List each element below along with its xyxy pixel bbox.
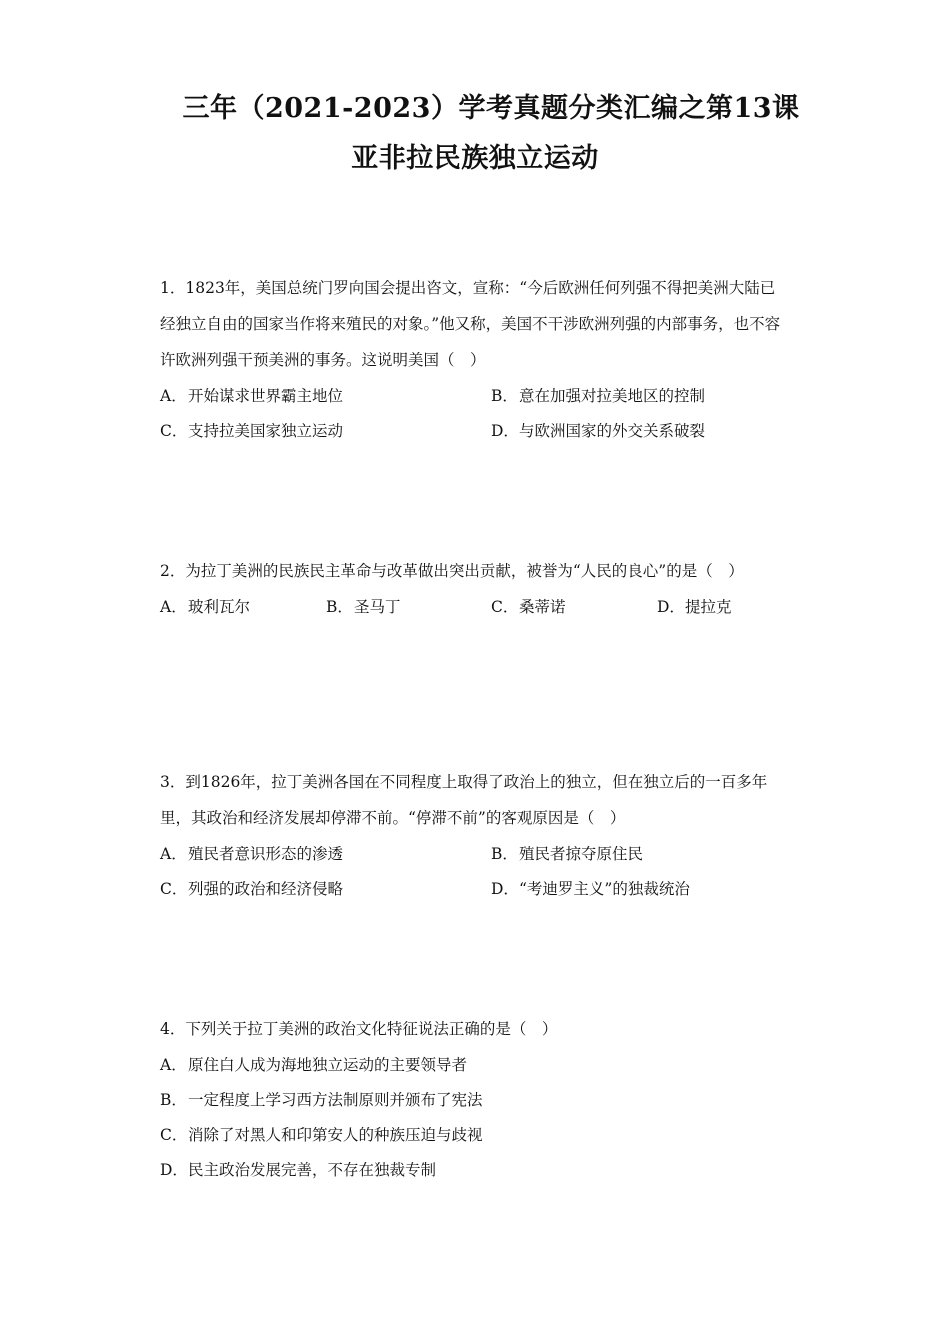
option-label: B． bbox=[160, 1091, 187, 1109]
option-text: 开始谋求世界霸主地位 bbox=[188, 387, 344, 405]
option-label: C． bbox=[491, 598, 519, 616]
option-b bbox=[491, 386, 705, 406]
question-1 bbox=[160, 270, 790, 453]
option-text: 原住白人成为海地独立运动的主要领导者 bbox=[188, 1056, 468, 1074]
question-4 bbox=[160, 1011, 790, 1197]
option-label: B． bbox=[326, 598, 353, 616]
question-stem: 1．1823年，美国总统门罗向国会提出咨文，宣称：“今后欧洲任何列强不得把美洲大陆已经独立自由的国家当作将来殖民的对象。”他又称，美国不干涉欧洲列强的内部事务，也不容许欧洲列强干预美洲的事务。这说明美国（ ） bbox=[160, 279, 781, 369]
option-a bbox=[160, 386, 343, 406]
page-title: 三年（2021-2023）学考真题分类汇编之第13课 bbox=[182, 93, 800, 124]
option-label: B． bbox=[491, 845, 518, 863]
question-stem: 2．为拉丁美洲的民族民主革命与改革做出突出贡献，被誉为“人民的良心”的是（ ） bbox=[160, 562, 744, 580]
option-b bbox=[160, 1090, 483, 1110]
option-text: 意在加强对拉美地区的控制 bbox=[519, 387, 706, 405]
option-a bbox=[160, 844, 343, 864]
option-label: D． bbox=[657, 598, 685, 616]
option-text: 列强的政治和经济侵略 bbox=[188, 880, 344, 898]
option-label: D． bbox=[491, 422, 519, 440]
option-c bbox=[160, 879, 343, 899]
option-d bbox=[657, 597, 732, 617]
option-label: A． bbox=[160, 845, 187, 863]
option-c bbox=[160, 1125, 483, 1145]
option-label: B． bbox=[491, 387, 518, 405]
option-d bbox=[491, 421, 705, 441]
option-text: 民主政治发展完善，不存在独裁专制 bbox=[188, 1161, 437, 1179]
page-subtitle: 亚非拉民族独立运动 bbox=[351, 143, 599, 174]
option-text: 消除了对黑人和印第安人的种族压迫与歧视 bbox=[188, 1126, 483, 1144]
option-label: D． bbox=[160, 1161, 188, 1179]
option-d bbox=[491, 879, 690, 899]
option-text: 玻利瓦尔 bbox=[188, 598, 251, 616]
option-label: C． bbox=[160, 880, 188, 898]
option-text: 圣马丁 bbox=[354, 598, 401, 616]
option-label: A． bbox=[160, 387, 187, 405]
option-text: 一定程度上学习西方法制原则并颁布了宪法 bbox=[188, 1091, 483, 1109]
option-text: 殖民者掠夺原住民 bbox=[519, 845, 644, 863]
option-a bbox=[160, 1055, 467, 1075]
option-label: C． bbox=[160, 1126, 188, 1144]
option-text: 提拉克 bbox=[685, 598, 732, 616]
option-d bbox=[160, 1160, 436, 1180]
option-label: A． bbox=[160, 598, 187, 616]
question-3 bbox=[160, 764, 790, 911]
option-b bbox=[491, 844, 643, 864]
option-label: D． bbox=[491, 880, 519, 898]
option-text: 支持拉美国家独立运动 bbox=[188, 422, 344, 440]
option-c bbox=[160, 421, 343, 441]
option-text: 殖民者意识形态的渗透 bbox=[188, 845, 344, 863]
option-text: “考迪罗主义”的独裁统治 bbox=[519, 880, 690, 898]
question-stem: 3．到1826年，拉丁美洲各国在不同程度上取得了政治上的独立，但在独立后的一百多年里，其政治和经济发展却停滞不前。“停滞不前”的客观原因是（ ） bbox=[160, 773, 768, 827]
option-text: 桑蒂诺 bbox=[519, 598, 566, 616]
option-b bbox=[326, 597, 401, 617]
option-text: 与欧洲国家的外交关系破裂 bbox=[519, 422, 706, 440]
option-label: C． bbox=[160, 422, 188, 440]
option-label: A． bbox=[160, 1056, 187, 1074]
question-stem: 4．下列关于拉丁美洲的政治文化特征说法正确的是（ ） bbox=[160, 1020, 558, 1038]
option-c bbox=[491, 597, 566, 617]
option-a bbox=[160, 597, 250, 617]
question-2 bbox=[160, 553, 790, 629]
